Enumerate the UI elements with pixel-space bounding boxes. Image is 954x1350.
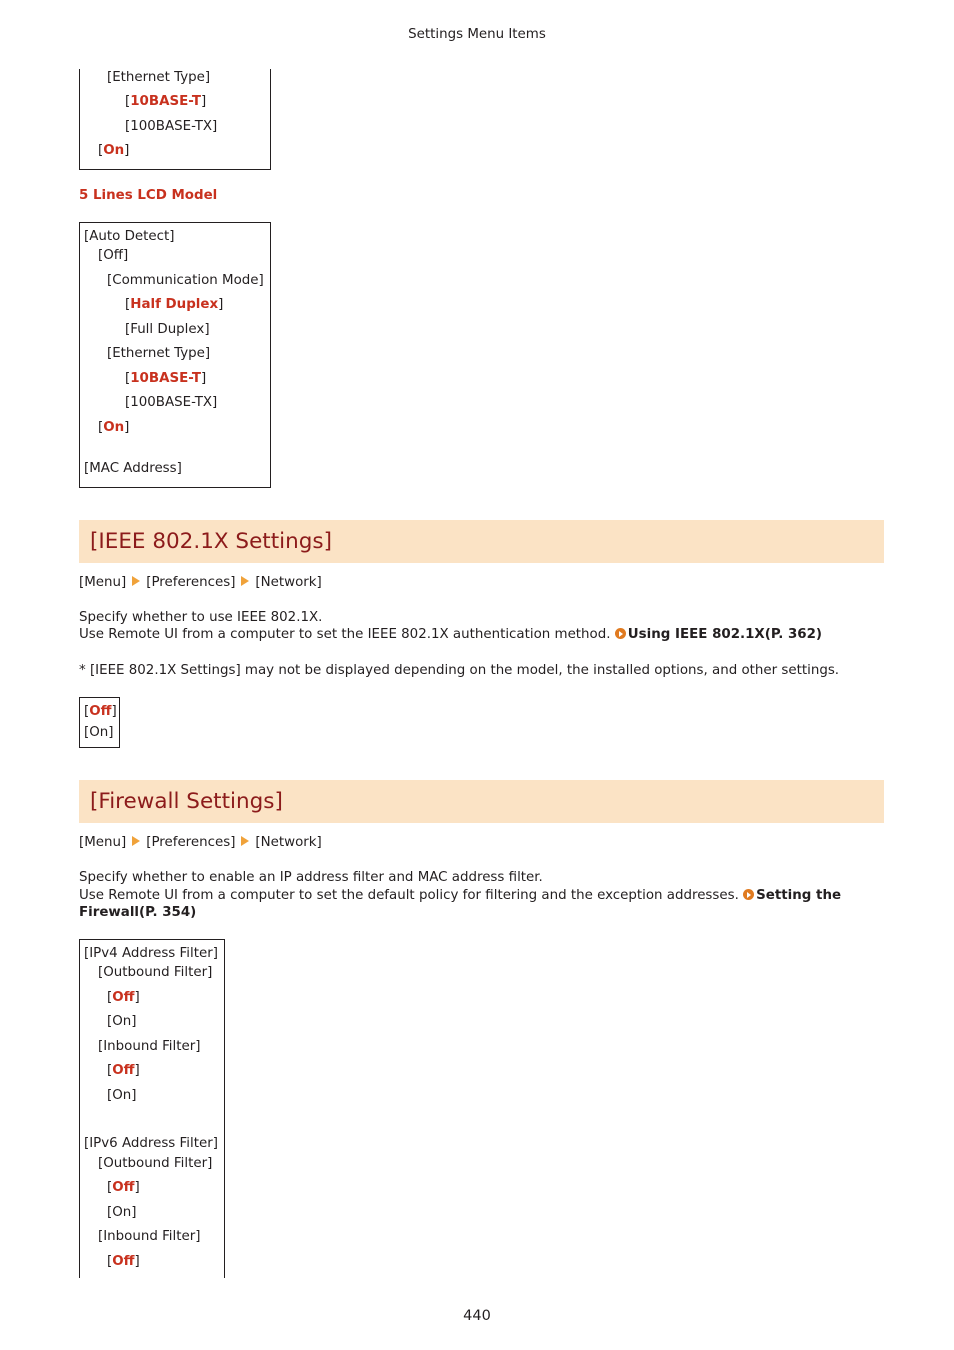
option-on: [On] xyxy=(107,1205,137,1220)
breadcrumb-arrow-icon xyxy=(241,576,249,586)
firewall-reference-link-cont[interactable]: Firewall(P. 354) xyxy=(79,905,197,920)
ieee-description-line1: Specify whether to use IEEE 802.1X. xyxy=(79,610,323,625)
communication-mode-label: [Communication Mode] xyxy=(107,273,264,288)
firewall-section-title: [Firewall Settings] xyxy=(90,789,283,814)
firewall-options-box xyxy=(79,939,225,1278)
outbound-filter-label: [Outbound Filter] xyxy=(98,965,213,980)
ethernet-type-label: [Ethernet Type] xyxy=(107,70,211,85)
option-on: [On] xyxy=(107,1014,137,1029)
page-header-title: Settings Menu Items xyxy=(408,27,546,42)
option-off: [Off] xyxy=(107,990,140,1005)
option-half-duplex: [Half Duplex] xyxy=(125,297,224,312)
option-on: [On] xyxy=(98,420,130,435)
option-on: [On] xyxy=(107,1088,137,1103)
option-full-duplex: [Full Duplex] xyxy=(125,322,210,337)
inbound-filter-label: [Inbound Filter] xyxy=(98,1039,201,1054)
auto-detect-label: [Auto Detect] xyxy=(84,229,175,244)
option-100base-tx: [100BASE-TX] xyxy=(125,119,218,134)
option-off: [Off] xyxy=(98,248,129,263)
ieee-reference-link[interactable]: Using IEEE 802.1X(P. 362) xyxy=(627,627,823,642)
breadcrumb-menu: [Menu] xyxy=(79,835,127,850)
option-on: [On] xyxy=(98,143,130,158)
link-arrow-icon xyxy=(743,889,754,900)
page-number: 440 xyxy=(463,1308,491,1324)
firewall-description-line1: Specify whether to enable an IP address filter and MAC address filter. xyxy=(79,870,543,885)
ieee-note: * [IEEE 802.1X Settings] may not be displayed depending on the model, the installed options, and other settings. xyxy=(79,663,840,678)
ipv4-filter-label: [IPv4 Address Filter] xyxy=(84,946,218,961)
option-off: [Off] xyxy=(84,704,117,719)
ieee-breadcrumb xyxy=(79,575,322,591)
breadcrumb-arrow-icon xyxy=(132,836,140,846)
ieee-description-line2: Use Remote UI from a computer to set the IEEE 802.1X authentication method. Using IEEE 802.1X(P. 362) xyxy=(79,627,823,642)
firewall-breadcrumb xyxy=(79,835,322,851)
ieee-section-title: [IEEE 802.1X Settings] xyxy=(90,529,333,554)
option-10base-t: [10BASE-T] xyxy=(125,371,207,386)
lcd-model-heading: 5 Lines LCD Model xyxy=(79,188,218,203)
breadcrumb-preferences: [Preferences] xyxy=(146,575,236,590)
firewall-section-heading xyxy=(79,780,884,823)
option-off: [Off] xyxy=(107,1063,140,1078)
option-100base-tx: [100BASE-TX] xyxy=(125,395,218,410)
breadcrumb-network: [Network] xyxy=(255,575,322,590)
breadcrumb-menu: [Menu] xyxy=(79,575,127,590)
breadcrumb-arrow-icon xyxy=(241,836,249,846)
inbound-filter-label: [Inbound Filter] xyxy=(98,1229,201,1244)
breadcrumb-network: [Network] xyxy=(255,835,322,850)
option-off: [Off] xyxy=(107,1254,140,1269)
mac-address-label: [MAC Address] xyxy=(84,461,182,476)
firewall-reference-link[interactable]: Setting the xyxy=(756,888,842,903)
option-on: [On] xyxy=(84,725,114,740)
link-arrow-icon xyxy=(615,628,626,639)
ipv6-filter-label: [IPv6 Address Filter] xyxy=(84,1136,218,1151)
option-off: [Off] xyxy=(107,1180,140,1195)
option-10base-t: [10BASE-T] xyxy=(125,94,207,109)
breadcrumb-preferences: [Preferences] xyxy=(146,835,236,850)
firewall-description-line2: Use Remote UI from a computer to set the default policy for filtering and the exception addresses. Setting the xyxy=(79,888,842,903)
breadcrumb-arrow-icon xyxy=(132,576,140,586)
ieee-section-heading xyxy=(79,520,884,563)
outbound-filter-label: [Outbound Filter] xyxy=(98,1156,213,1171)
ethernet-type-label: [Ethernet Type] xyxy=(107,346,211,361)
